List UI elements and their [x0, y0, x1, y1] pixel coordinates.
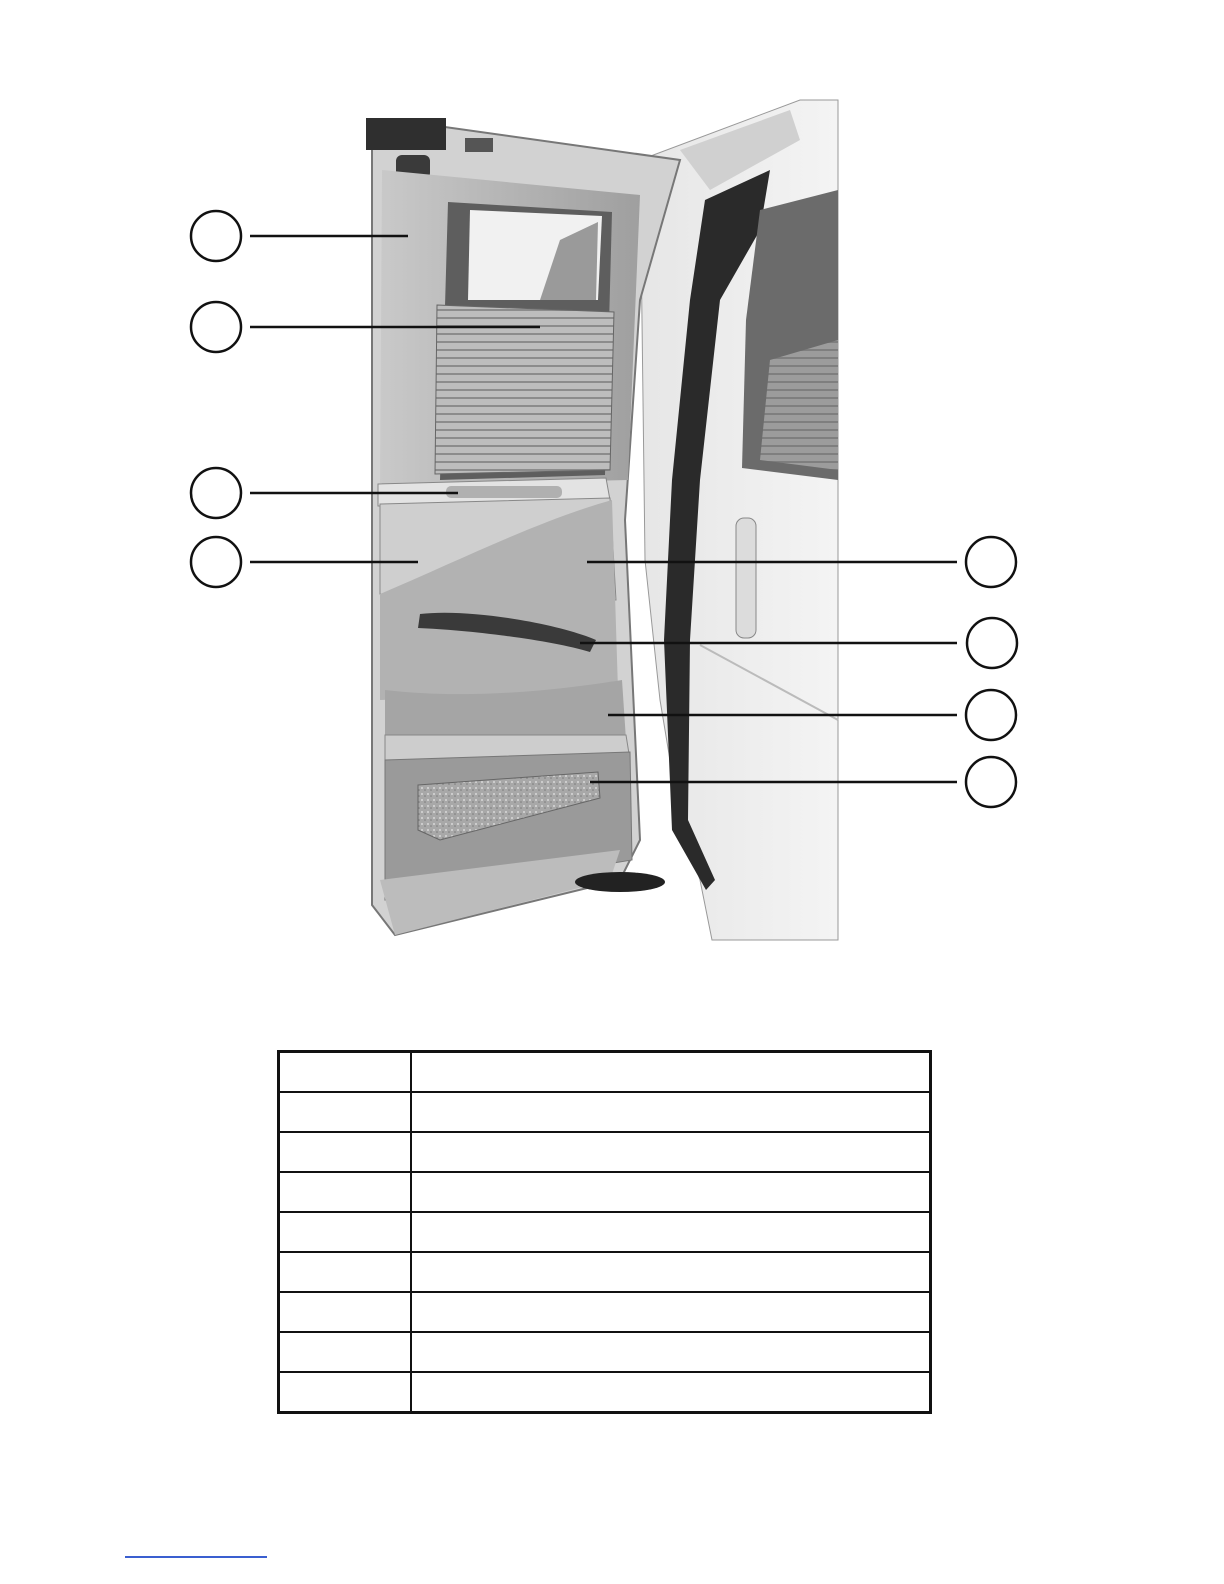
- callout-8: [966, 757, 1016, 807]
- van-body: [640, 100, 838, 940]
- table-row: [279, 1132, 931, 1172]
- table-row: [279, 1292, 931, 1332]
- table-row: [279, 1372, 931, 1413]
- callout-3: [191, 468, 241, 518]
- callout-7: [966, 690, 1016, 740]
- callout-4: [191, 537, 241, 587]
- parts-legend-table: [277, 1050, 932, 1414]
- table-row: [279, 1252, 931, 1292]
- part-description-cell: [411, 1132, 931, 1172]
- part-description-cell: [411, 1212, 931, 1252]
- footer-link-underline[interactable]: [125, 1556, 267, 1558]
- part-description-cell: [411, 1372, 931, 1413]
- table-row: [279, 1052, 931, 1093]
- callout-1: [191, 211, 241, 261]
- table-row: [279, 1092, 931, 1132]
- part-description-cell: [411, 1292, 931, 1332]
- part-description-cell: [411, 1092, 931, 1132]
- part-number-cell: [279, 1172, 412, 1212]
- part-number-cell: [279, 1292, 412, 1332]
- table-row: [279, 1332, 931, 1372]
- part-description-cell: [411, 1172, 931, 1212]
- table-row: [279, 1212, 931, 1252]
- part-number-cell: [279, 1212, 412, 1252]
- part-number-cell: [279, 1252, 412, 1292]
- part-number-cell: [279, 1372, 412, 1413]
- part-number-cell: [279, 1332, 412, 1372]
- part-number-cell: [279, 1052, 412, 1093]
- part-number-cell: [279, 1092, 412, 1132]
- callout-5: [966, 537, 1016, 587]
- part-description-cell: [411, 1052, 931, 1093]
- callout-2: [191, 302, 241, 352]
- part-number-cell: [279, 1132, 412, 1172]
- callout-6: [967, 618, 1017, 668]
- table-row: [279, 1172, 931, 1212]
- lower-trim-panel: [380, 498, 632, 900]
- part-description-cell: [411, 1332, 931, 1372]
- part-description-cell: [411, 1252, 931, 1292]
